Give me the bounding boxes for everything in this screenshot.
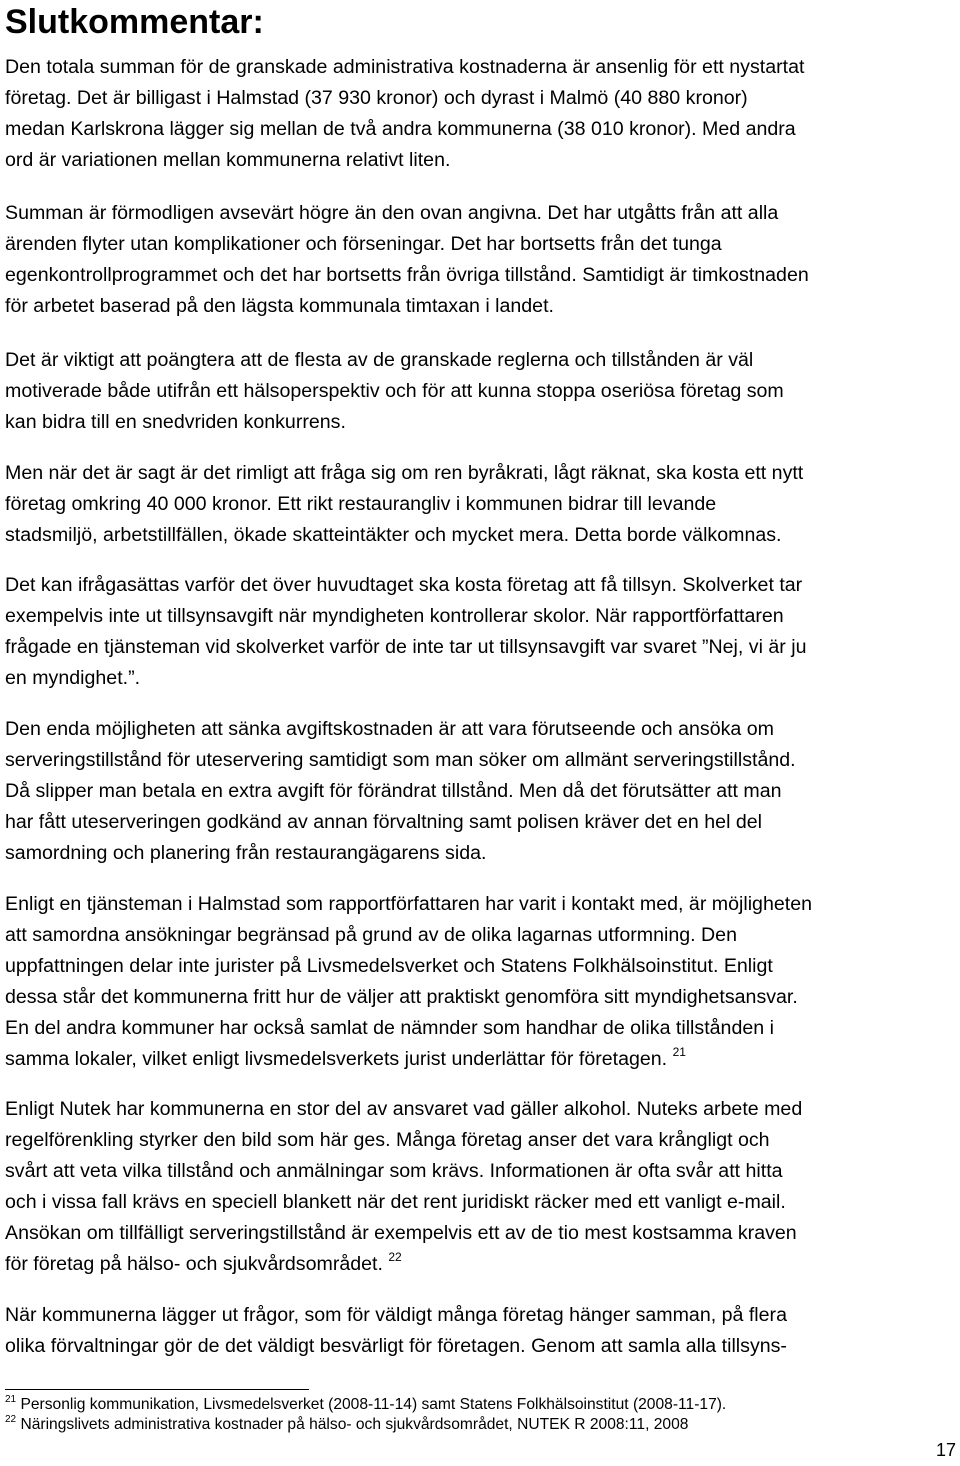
paragraph-line xyxy=(5,260,957,291)
line-text: uppfattningen delar inte jurister på Livsmedelsverket och Statens Folkhälsoinstitut. Enligt xyxy=(5,955,773,977)
line-text: ärenden flyter utan komplikationer och förseningar. Det har bortsetts från det tunga xyxy=(5,233,722,255)
line-text: En del andra kommuner har också samlat de nämnder som handhar de olika tillstånden i xyxy=(5,1017,774,1039)
paragraph-line xyxy=(5,632,957,663)
footnote-number: 22 xyxy=(5,1414,17,1425)
paragraph xyxy=(5,198,957,322)
footnote-text: Näringslivets administrativa kostnader på hälso- och sjukvårdsområdet, NUTEK R 2008:11, 2008 xyxy=(20,1416,689,1433)
paragraph-line xyxy=(5,52,957,83)
paragraph xyxy=(5,52,957,176)
line-text: stadsmiljö, arbetstillfällen, ökade skatteintäkter och mycket mera. Detta borde välkomnas. xyxy=(5,524,782,546)
paragraph-line xyxy=(5,1156,957,1187)
paragraph xyxy=(5,714,957,869)
paragraph-line xyxy=(5,570,957,601)
paragraph-line xyxy=(5,663,957,694)
line-text: medan Karlskrona lägger sig mellan de två andra kommunerna (38 010 kronor). Med andra xyxy=(5,118,796,140)
line-text: frågade en tjänsteman vid skolverket varför de inte tar ut tillsynsavgift var svaret ”Nej, vi är ju xyxy=(5,636,807,658)
line-text: Men när det är sagt är det rimligt att fråga sig om ren byråkrati, lågt räknat, ska kosta ett nytt xyxy=(5,462,804,484)
paragraph xyxy=(5,458,957,551)
paragraph-line xyxy=(5,601,957,632)
paragraph xyxy=(5,345,957,438)
line-text: Summan är förmodligen avsevärt högre än den ovan angivna. Det har utgåtts från att alla xyxy=(5,202,779,224)
paragraph-line xyxy=(5,145,957,176)
line-text: serveringstillstånd för uteservering samtidigt som man söker om allmänt serveringstillstånd. xyxy=(5,749,796,771)
paragraph-line xyxy=(5,1187,957,1218)
paragraph-line xyxy=(5,1218,957,1249)
paragraph-line xyxy=(5,407,957,438)
paragraph-line xyxy=(5,1125,957,1156)
paragraph-line xyxy=(5,745,957,776)
line-text: kan bidra till en snedvriden konkurrens. xyxy=(5,411,346,433)
paragraph-line xyxy=(5,345,957,376)
paragraph-line xyxy=(5,198,957,229)
paragraph-line xyxy=(5,807,957,838)
footnote-reference[interactable]: 21 xyxy=(672,1045,686,1059)
line-text: motiverade både utifrån ett hälsoperspektiv och för att kunna stoppa oseriösa företag som xyxy=(5,380,784,402)
paragraph-line xyxy=(5,1044,957,1075)
line-text: samma lokaler, vilket enligt livsmedelsverkets jurist underlättar för företagen. xyxy=(5,1048,668,1070)
line-text: Det är viktigt att poängtera att de flesta av de granskade reglerna och tillstånden är väl xyxy=(5,349,754,371)
paragraph-line xyxy=(5,1094,957,1125)
paragraph-line xyxy=(5,776,957,807)
line-text: och i vissa fall krävs en speciell blankett när det rent juridiskt räcker med ett vanligt e-mail. xyxy=(5,1191,786,1213)
page-number: 17 xyxy=(935,1440,956,1460)
footnote-separator xyxy=(5,1389,309,1390)
paragraph-line xyxy=(5,714,957,745)
paragraph-line xyxy=(5,982,957,1013)
footnote xyxy=(5,1395,945,1415)
paragraph-line xyxy=(5,291,957,322)
line-text: ord är variationen mellan kommunerna relativt liten. xyxy=(5,149,451,171)
line-text: När kommunerna lägger ut frågor, som för väldigt många företag hänger samman, på flera xyxy=(5,1304,787,1326)
footnote-number: 21 xyxy=(5,1394,17,1405)
footnote xyxy=(5,1415,945,1435)
paragraph-line xyxy=(5,1300,957,1331)
line-text: Då slipper man betala en extra avgift för förändrat tillstånd. Men då det förutsätter att man xyxy=(5,780,782,802)
line-text: att samordna ansökningar begränsad på grund av de olika lagarnas utformning. Den xyxy=(5,924,737,946)
paragraph-line xyxy=(5,489,957,520)
line-text: olika förvaltningar gör de det väldigt besvärligt för företagen. Genom att samla alla tillsyns- xyxy=(5,1335,787,1357)
line-text: har fått uteserveringen godkänd av annan förvaltning samt polisen kräver det en hel del xyxy=(5,811,763,833)
line-text: egenkontrollprogrammet och det har bortsetts från övriga tillstånd. Samtidigt är timkostnaden xyxy=(5,264,809,286)
line-text: Ansökan om tillfälligt serveringstillstånd är exempelvis ett av de tio mest kostsamma kraven xyxy=(5,1222,797,1244)
line-text: för företag på hälso- och sjukvårdsområdet. xyxy=(5,1253,383,1275)
paragraph-line xyxy=(5,1331,957,1362)
paragraph xyxy=(5,570,957,694)
paragraph xyxy=(5,889,957,1075)
footnote-reference[interactable]: 22 xyxy=(388,1250,402,1264)
footnote-text: Personlig kommunikation, Livsmedelsverket (2008-11-14) samt Statens Folkhälsoinstitut (2008-11-17). xyxy=(20,1396,727,1413)
paragraph xyxy=(5,1300,957,1362)
line-text: för arbetet baserad på den lägsta kommunala timtaxan i landet. xyxy=(5,295,554,317)
line-text: Enligt Nutek har kommunerna en stor del av ansvaret vad gäller alkohol. Nuteks arbete med xyxy=(5,1098,803,1120)
line-text: Den enda möjligheten att sänka avgiftskostnaden är att vara förutseende och ansöka om xyxy=(5,718,774,740)
line-text: Det kan ifrågasättas varför det över huvudtaget ska kosta företag att få tillsyn. Skolverket tar xyxy=(5,574,803,596)
line-text: exempelvis inte ut tillsynsavgift när myndigheten kontrollerar skolor. När rapportförfattaren xyxy=(5,605,784,627)
line-text: företag omkring 40 000 kronor. Ett rikt restaurangliv i kommunen bidrar till levande xyxy=(5,493,717,515)
paragraph-line xyxy=(5,1013,957,1044)
line-text: Enligt en tjänsteman i Halmstad som rapportförfattaren har varit i kontakt med, är möjligheten xyxy=(5,893,812,915)
line-text: Den totala summan för de granskade administrativa kostnaderna är ansenlig för ett nystartat xyxy=(5,56,805,78)
line-text: dessa står det kommunerna fritt hur de väljer att praktiskt genomföra sitt myndighetsansvar. xyxy=(5,986,798,1008)
paragraph-line xyxy=(5,83,957,114)
page-title: Slutkommentar: xyxy=(5,3,264,41)
paragraph-line xyxy=(5,458,957,489)
line-text: samordning och planering från restaurangägarens sida. xyxy=(5,842,487,864)
line-text: en myndighet.”. xyxy=(5,667,141,689)
line-text: regelförenkling styrker den bild som här ges. Många företag anser det vara krångligt och xyxy=(5,1129,770,1151)
paragraph xyxy=(5,1094,957,1280)
paragraph-line xyxy=(5,920,957,951)
paragraph-line xyxy=(5,838,957,869)
paragraph-line xyxy=(5,229,957,260)
paragraph-line xyxy=(5,114,957,145)
paragraph-line xyxy=(5,1249,957,1280)
paragraph-line xyxy=(5,951,957,982)
paragraph-line xyxy=(5,889,957,920)
paragraph-line xyxy=(5,376,957,407)
paragraph-line xyxy=(5,520,957,551)
line-text: svårt att veta vilka tillstånd och anmälningar som krävs. Informationen är ofta svår att hitta xyxy=(5,1160,783,1182)
line-text: företag. Det är billigast i Halmstad (37 930 kronor) och dyrast i Malmö (40 880 kronor) xyxy=(5,87,748,109)
